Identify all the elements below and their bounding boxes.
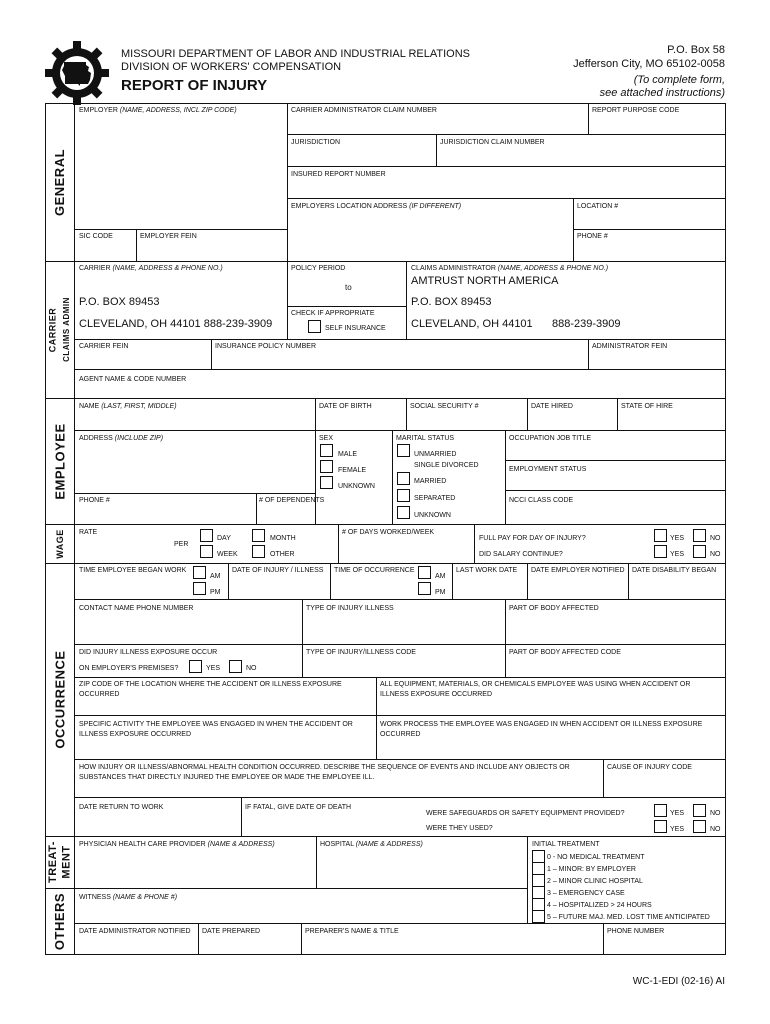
employee-phone-label: PHONE # <box>79 497 110 504</box>
witness-label: WITNESS (NAME & PHONE #) <box>79 894 178 901</box>
used-yes-label: YES <box>670 826 685 833</box>
equipment-label-2: ILLNESS EXPOSURE OCCURRED <box>380 691 493 698</box>
state-of-hire-label: STATE OF HIRE <box>621 403 673 410</box>
marital-unmarried-checkbox[interactable] <box>397 444 410 457</box>
began-work-pm-checkbox[interactable] <box>193 582 206 595</box>
treatment-3-label: 3 – EMERGENCY CASE <box>547 890 625 897</box>
occurrence-am-checkbox[interactable] <box>418 566 431 579</box>
premises-yes-label: YES <box>206 665 221 672</box>
treatment-0-label: 0 - NO MEDICAL TREATMENT <box>547 854 645 861</box>
date-of-injury-label: DATE OF INJURY / ILLNESS <box>232 567 324 574</box>
insurance-policy-number-label: INSURANCE POLICY NUMBER <box>215 343 317 350</box>
time-of-occurrence-label: TIME OF OCCURRENCE <box>334 567 415 574</box>
salary-continue-no-checkbox[interactable] <box>693 545 706 558</box>
sex-female-checkbox[interactable] <box>320 460 333 473</box>
carrier-label: CARRIER (NAME, ADDRESS & PHONE NO.) <box>79 265 223 272</box>
carrier-address-line-2: CLEVELAND, OH 44101 888-239-3909 <box>79 318 273 330</box>
marital-married-checkbox[interactable] <box>397 472 410 485</box>
occurrence-pm-checkbox[interactable] <box>418 582 431 595</box>
full-pay-yes-checkbox[interactable] <box>654 529 667 542</box>
initial-treatment-label: INITIAL TREATMENT <box>532 841 600 848</box>
began-work-pm-label: PM <box>210 589 221 596</box>
days-worked-label: # OF DAYS WORKED/WEEK <box>342 529 435 536</box>
date-administrator-notified-label: DATE ADMINISTRATOR NOTIFIED <box>79 928 191 935</box>
full-pay-label: FULL PAY FOR DAY OF INJURY? <box>479 535 586 542</box>
sex-male-label: MALE <box>338 451 358 458</box>
phone-number-label: PHONE # <box>577 233 608 240</box>
employer-fein-label: EMPLOYER FEIN <box>140 233 197 240</box>
ncci-class-code-label: NCCI CLASS CODE <box>509 497 574 504</box>
section-wage: WAGE <box>54 528 65 559</box>
form-title: REPORT OF INJURY <box>121 77 268 94</box>
date-hired-label: DATE HIRED <box>531 403 573 410</box>
admin-address-line-1: P.O. BOX 89453 <box>411 296 492 308</box>
po-box: P.O. Box 58 <box>667 44 725 56</box>
department-name: MISSOURI DEPARTMENT OF LABOR AND INDUSTRIAL RELATIONS <box>121 48 471 60</box>
marital-separated-label: SEPARATED <box>414 495 456 502</box>
jurisdiction-label: JURISDICTION <box>291 139 340 146</box>
carrier-fein-label: CARRIER FEIN <box>79 343 129 350</box>
division-name: DIVISION OF WORKERS' COMPENSATION <box>121 61 342 73</box>
section-claims-admin: CLAIMS ADMIN <box>62 297 71 362</box>
carrier-admin-claim-number-label: CARRIER ADMINISTRATOR CLAIM NUMBER <box>291 107 437 114</box>
sic-code-label: SIC CODE <box>79 233 113 240</box>
occurrence-am-label: AM <box>435 573 446 580</box>
employer-label: EMPLOYER (NAME, ADDRESS, INCL ZIP CODE) <box>79 107 237 114</box>
date-employer-notified-label: DATE EMPLOYER NOTIFIED <box>531 567 625 574</box>
marital-separated-checkbox[interactable] <box>397 489 410 502</box>
part-of-body-label: PART OF BODY AFFECTED <box>509 605 599 612</box>
used-no-label: NO <box>710 826 721 833</box>
treatment-4-label: 4 – HOSPITALIZED > 24 HOURS <box>547 902 652 909</box>
claims-admin-label: CLAIMS ADMINISTRATOR (NAME, ADDRESS & PHONE NO.) <box>411 265 609 272</box>
wage-month-label: MONTH <box>270 535 296 542</box>
full-pay-no-label: NO <box>710 535 721 542</box>
employment-status-label: EMPLOYMENT STATUS <box>509 466 587 473</box>
if-fatal-label: IF FATAL, GIVE DATE OF DEATH <box>245 804 352 811</box>
report-purpose-code-label: REPORT PURPOSE CODE <box>592 107 680 114</box>
last-work-date-label: LAST WORK DATE <box>456 567 518 574</box>
employee-name-label: NAME (LAST, FIRST, MIDDLE) <box>79 403 177 410</box>
date-of-birth-label: DATE OF BIRTH <box>319 403 372 410</box>
wage-other-label: OTHER <box>270 551 295 558</box>
section-treatment-2: MENT <box>60 845 73 879</box>
check-if-appropriate-label: CHECK IF APPROPRIATE <box>291 310 375 317</box>
administrator-fein-label: ADMINISTRATOR FEIN <box>592 343 668 350</box>
form-id: WC-1-EDI (02-16) AI <box>632 976 725 987</box>
wage-week-checkbox[interactable] <box>200 545 213 558</box>
sex-unknown-label: UNKNOWN <box>338 483 375 490</box>
full-pay-yes-label: YES <box>670 535 685 542</box>
section-others: OTHERS <box>52 892 68 951</box>
date-disability-began-label: DATE DISABILITY BEGAN <box>632 567 717 574</box>
sex-label: SEX <box>319 435 334 442</box>
carrier-address-line-1: P.O. BOX 89453 <box>79 296 160 308</box>
self-insurance-label: SELF INSURANCE <box>325 325 386 332</box>
rate-label: RATE <box>79 529 98 536</box>
date-prepared-label: DATE PREPARED <box>202 928 261 935</box>
wage-other-checkbox[interactable] <box>252 545 265 558</box>
salary-continue-yes-label: YES <box>670 551 685 558</box>
marital-unmarried-label: UNMARRIED <box>414 451 457 458</box>
instructions-line-2: see attached instructions) <box>599 87 725 99</box>
insured-report-number-label: INSURED REPORT NUMBER <box>291 171 386 178</box>
contact-name-label: CONTACT NAME PHONE NUMBER <box>79 605 194 612</box>
employers-location-address-label: EMPLOYERS LOCATION ADDRESS (IF DIFFERENT) <box>291 203 462 210</box>
wage-week-label: WEEK <box>217 551 238 558</box>
ssn-label: SOCIAL SECURITY # <box>410 403 479 410</box>
premises-yes-checkbox[interactable] <box>189 660 202 673</box>
injury-type-code-label: TYPE OF INJURY/ILLNESS CODE <box>306 649 416 656</box>
dependents-label: # OF DEPENDENTS <box>259 497 325 504</box>
preparer-name-label: PREPARER'S NAME & TITLE <box>305 928 399 935</box>
admin-phone: 888-239-3909 <box>552 318 621 330</box>
on-premises-label: ON EMPLOYER'S PREMISES? <box>79 665 179 672</box>
treatment-2-label: 2 – MINOR CLINIC HOSPITAL <box>547 878 643 885</box>
marital-unknown-checkbox[interactable] <box>397 506 410 519</box>
work-process-label-2: OCCURRED <box>380 731 421 738</box>
safeguards-yes-checkbox[interactable] <box>654 804 667 817</box>
safeguards-yes-label: YES <box>670 810 685 817</box>
treatment-5-checkbox[interactable] <box>532 910 545 923</box>
cause-of-injury-code-label: CAUSE OF INJURY CODE <box>607 764 692 771</box>
section-employee: EMPLOYEE <box>52 422 68 500</box>
self-insurance-checkbox[interactable] <box>308 320 321 333</box>
date-return-to-work-label: DATE RETURN TO WORK <box>79 804 164 811</box>
began-work-am-checkbox[interactable] <box>193 566 206 579</box>
physician-label: PHYSICIAN HEALTH CARE PROVIDER (NAME & ADDRESS) <box>79 841 275 848</box>
equipment-label-1: ALL EQUIPMENT, MATERIALS, OR CHEMICALS EMPLOYEE WAS USING WHEN ACCIDENT OR <box>380 681 691 688</box>
city-address: Jefferson City, MO 65102-0058 <box>573 58 725 70</box>
sex-male-checkbox[interactable] <box>320 444 333 457</box>
policy-period-label: POLICY PERIOD <box>291 265 346 272</box>
how-occurred-label-2: SUBSTANCES THAT DIRECTLY INJURED THE EMPLOYEE OR MADE THE EMPLOYEE ILL. <box>79 774 375 781</box>
marital-married-label: MARRIED <box>414 478 447 485</box>
wage-day-label: DAY <box>217 535 231 542</box>
employer-field[interactable] <box>76 116 285 228</box>
treatment-1-label: 1 – MINOR: BY EMPLOYER <box>547 866 636 873</box>
salary-continue-no-label: NO <box>710 551 721 558</box>
agent-name-label: AGENT NAME & CODE NUMBER <box>79 376 187 383</box>
activity-label-2: ILLNESS EXPOSURE OCCURRED <box>79 731 192 738</box>
marital-status-label: MARITAL STATUS <box>396 435 455 442</box>
salary-continue-label: DID SALARY CONTINUE? <box>479 551 563 558</box>
sex-female-label: FEMALE <box>338 467 367 474</box>
time-began-work-label: TIME EMPLOYEE BEGAN WORK <box>79 567 187 574</box>
marital-single-divorced-label: SINGLE DIVORCED <box>414 462 479 469</box>
used-yes-checkbox[interactable] <box>654 820 667 833</box>
premises-no-checkbox[interactable] <box>229 660 242 673</box>
jurisdiction-claim-number-label: JURISDICTION CLAIM NUMBER <box>440 139 545 146</box>
activity-label-1: SPECIFIC ACTIVITY THE EMPLOYEE WAS ENGAGED IN WHEN THE ACCIDENT OR <box>79 721 353 728</box>
began-work-am-label: AM <box>210 573 221 580</box>
treatment-5-label: 5 – FUTURE MAJ. MED. LOST TIME ANTICIPATED <box>547 914 710 921</box>
type-of-injury-label: TYPE OF INJURY ILLNESS <box>306 605 394 612</box>
occurrence-pm-label: PM <box>435 589 446 596</box>
sex-unknown-checkbox[interactable] <box>320 476 333 489</box>
zip-location-label-1: ZIP CODE OF THE LOCATION WHERE THE ACCIDENT OR ILLNESS EXPOSURE <box>79 681 342 688</box>
section-treatment-1: TREAT- <box>46 841 59 883</box>
section-occurrence: OCCURRENCE <box>52 650 68 749</box>
safeguards-no-checkbox[interactable] <box>693 804 706 817</box>
policy-period-to: to <box>345 283 352 292</box>
wage-day-checkbox[interactable] <box>200 529 213 542</box>
part-of-body-code-label: PART OF BODY AFFECTED CODE <box>509 649 621 656</box>
admin-name: AMTRUST NORTH AMERICA <box>411 275 559 287</box>
section-general: GENERAL <box>52 148 68 216</box>
employee-address-label: ADDRESS (INCLUDE ZIP) <box>79 435 164 442</box>
per-label: PER <box>174 541 189 548</box>
full-pay-no-checkbox[interactable] <box>693 529 706 542</box>
marital-unknown-label: UNKNOWN <box>414 512 451 519</box>
did-occur-label: DID INJURY ILLNESS EXPOSURE OCCUR <box>79 649 218 656</box>
missouri-seal-gear-icon <box>44 40 110 106</box>
premises-no-label: NO <box>246 665 257 672</box>
safeguards-no-label: NO <box>710 810 721 817</box>
section-carrier: CARRIER <box>47 307 58 352</box>
wage-month-checkbox[interactable] <box>252 529 265 542</box>
how-occurred-label-1: HOW INJURY OR ILLNESS/ABNORMAL HEALTH CONDITION OCCURRED. DESCRIBE THE SEQUENCE OF EVENTS AND INCLUDE ANY OBJECTS OR <box>79 764 570 771</box>
phone-number-footer-label: PHONE NUMBER <box>607 928 665 935</box>
occupation-label: OCCUPATION JOB TITLE <box>509 435 592 442</box>
hospital-label: HOSPITAL (NAME & ADDRESS) <box>320 841 423 848</box>
instructions-line-1: (To complete form, <box>633 74 725 86</box>
salary-continue-yes-checkbox[interactable] <box>654 545 667 558</box>
used-no-checkbox[interactable] <box>693 820 706 833</box>
location-number-label: LOCATION # <box>577 203 619 210</box>
work-process-label-1: WORK PROCESS THE EMPLOYEE WAS ENGAGED IN WHEN ACCIDENT OR ILLNESS EXPOSURE <box>380 721 703 728</box>
safeguards-used-label: WERE THEY USED? <box>426 825 493 832</box>
admin-address-line-2: CLEVELAND, OH 44101 <box>411 318 533 330</box>
zip-location-label-2: OCCURRED <box>79 691 120 698</box>
safeguards-provided-label: WERE SAFEGUARDS OR SAFETY EQUIPMENT PROVIDED? <box>426 810 625 817</box>
